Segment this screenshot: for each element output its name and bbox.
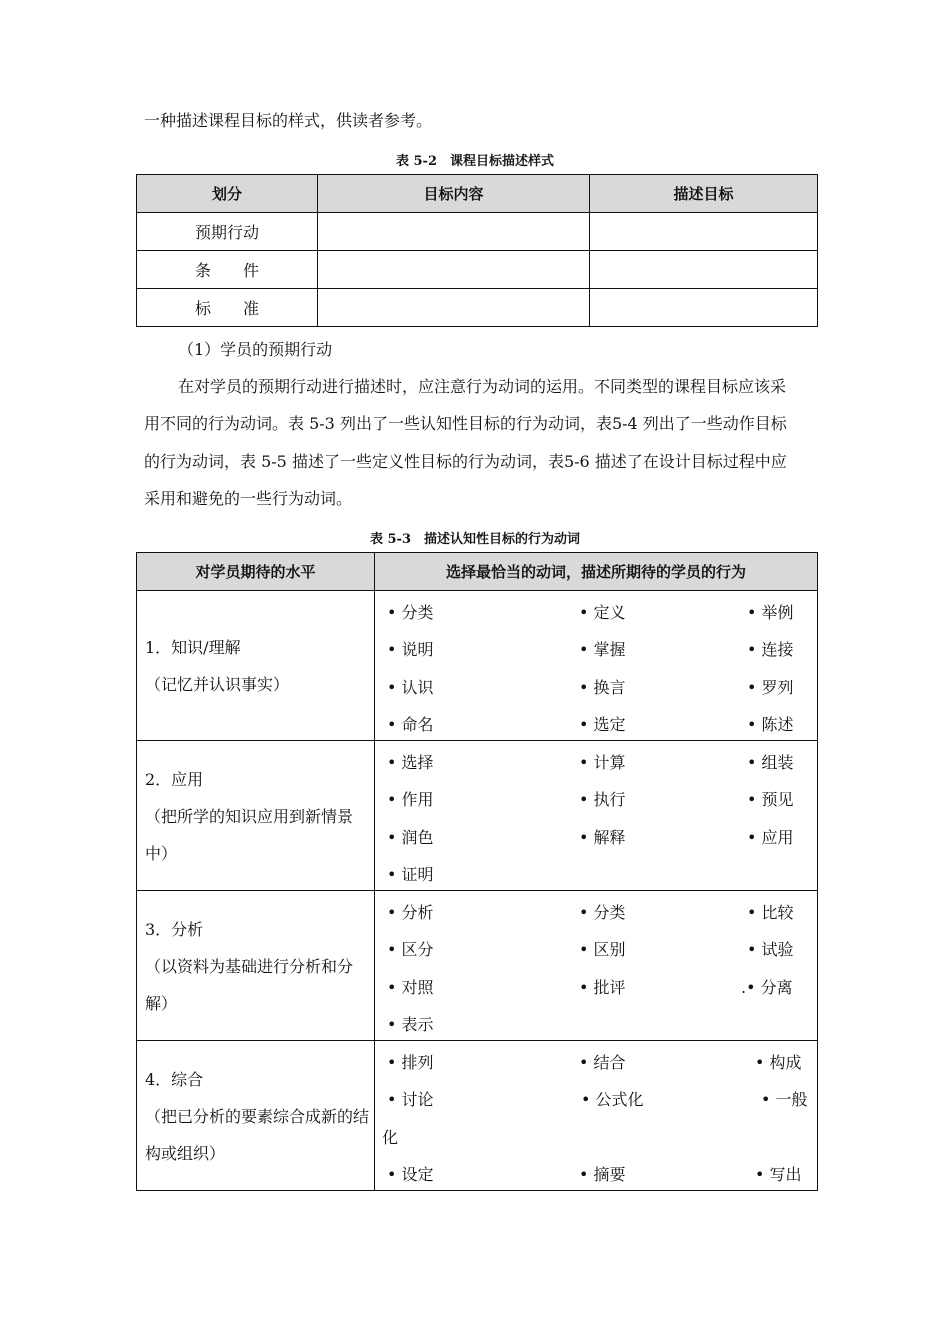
table-row — [137, 1041, 818, 1191]
table-5-3-header-verbs: 选择最恰当的动词，描述所期待的学员的行为 — [375, 553, 818, 591]
table-row — [137, 891, 818, 1041]
verb: • 写出 — [755, 1165, 802, 1184]
verb: • 区别 — [579, 940, 626, 959]
level-title: 4．综合 — [145, 1070, 204, 1089]
table-5-2-cell — [318, 213, 590, 251]
verb: • 罗列 — [747, 678, 794, 697]
verb: • 掌握 — [579, 640, 626, 659]
level-title: 3．分析 — [145, 920, 204, 939]
verb: • 构成 — [755, 1053, 802, 1072]
level-cell — [137, 1041, 375, 1191]
verb: • 应用 — [747, 828, 794, 847]
paragraph-line: 采用和避免的一些行为动词。 — [144, 489, 353, 508]
table-5-2-cell — [318, 251, 590, 289]
verb: • 举例 — [747, 603, 794, 622]
level-description: （记忆并认识事实） — [145, 675, 290, 694]
table-5-2-header-description: 描述目标 — [590, 175, 818, 213]
level-description: （把所学的知识应用到新情景中） — [145, 807, 354, 863]
table-5-3 — [136, 552, 818, 1191]
table-row — [137, 591, 818, 741]
table-5-2-cell — [590, 213, 818, 251]
verb: • 结合 — [579, 1053, 626, 1072]
verb: • 预见 — [747, 790, 794, 809]
verb: .• 分离 — [741, 978, 793, 997]
verb: • 执行 — [579, 790, 626, 809]
verb: • 选择 — [387, 753, 434, 772]
verb: • 分析 — [387, 903, 434, 922]
table-5-2-cell — [590, 251, 818, 289]
level-title: 2．应用 — [145, 770, 204, 789]
section-heading: （1）学员的预期行动 — [178, 340, 333, 359]
verb: • 计算 — [579, 753, 626, 772]
verb: • 表示 — [387, 1015, 434, 1034]
verb: • 摘要 — [579, 1165, 626, 1184]
verb-cell — [375, 591, 818, 741]
table-5-2-cell — [590, 289, 818, 327]
verb: • 区分 — [387, 940, 434, 959]
verb: 化 — [382, 1128, 399, 1147]
verb-cell — [375, 741, 818, 891]
table-5-2-header-content: 目标内容 — [318, 175, 590, 213]
table-5-2-caption: 表 5-2 课程目标描述样式 — [395, 154, 554, 169]
verb: • 分类 — [387, 603, 434, 622]
verb: • 认识 — [387, 678, 434, 697]
level-title: 1．知识/理解 — [145, 638, 241, 657]
level-cell — [137, 891, 375, 1041]
level-cell — [137, 591, 375, 741]
verb: • 换言 — [579, 678, 626, 697]
table-5-2-row-label: 预期行动 — [137, 213, 318, 251]
verb: • 比较 — [747, 903, 794, 922]
verb: • 组装 — [747, 753, 794, 772]
verb: • 选定 — [579, 715, 626, 734]
paragraph-line: 在对学员的预期行动进行描述时，应注意行为动词的运用。不同类型的课程目标应该采 — [178, 377, 787, 396]
verb-cell — [375, 891, 818, 1041]
level-description: （以资料为基础进行分析和分解） — [145, 957, 354, 1013]
verb-cell — [375, 1041, 818, 1191]
table-5-2-row-label: 标 准 — [137, 289, 318, 327]
paragraph-line: 的行为动词，表 5-5 描述了一些定义性目标的行为动词，表5-6 描述了在设计目标过程中应 — [144, 452, 787, 471]
table-5-3-header-level: 对学员期待的水平 — [137, 553, 375, 591]
verb: • 说明 — [387, 640, 434, 659]
paragraph-line: 用不同的行为动词。表 5-3 列出了一些认知性目标的行为动词，表5-4 列出了一些动作目标 — [144, 414, 787, 433]
verb: • 润色 — [387, 828, 434, 847]
table-5-2-header-division: 划分 — [137, 175, 318, 213]
intro-line: 一种描述课程目标的样式，供读者参考。 — [144, 111, 433, 130]
verb: • 作用 — [387, 790, 434, 809]
verb: • 对照 — [387, 978, 434, 997]
level-cell — [137, 741, 375, 891]
verb: • 设定 — [387, 1165, 434, 1184]
table-row — [137, 741, 818, 891]
verb: • 分类 — [579, 903, 626, 922]
verb: • 试验 — [747, 940, 794, 959]
verb: • 定义 — [579, 603, 626, 622]
verb: • 公式化 — [581, 1090, 644, 1109]
table-5-2-cell — [318, 289, 590, 327]
verb: • 解释 — [579, 828, 626, 847]
verb: • 批评 — [579, 978, 626, 997]
table-5-3-caption: 表 5-3 描述认知性目标的行为动词 — [369, 532, 580, 547]
table-5-2-row-label: 条 件 — [137, 251, 318, 289]
verb: • 排列 — [387, 1053, 434, 1072]
verb: • 讨论 — [387, 1090, 434, 1109]
verb: • 陈述 — [747, 715, 794, 734]
level-description: （把已分析的要素综合成新的结构或组织） — [145, 1107, 370, 1163]
verb: • 一般 — [761, 1090, 808, 1109]
verb: • 连接 — [747, 640, 794, 659]
table-5-2 — [136, 174, 818, 327]
verb: • 证明 — [387, 865, 434, 884]
verb: • 命名 — [387, 715, 434, 734]
